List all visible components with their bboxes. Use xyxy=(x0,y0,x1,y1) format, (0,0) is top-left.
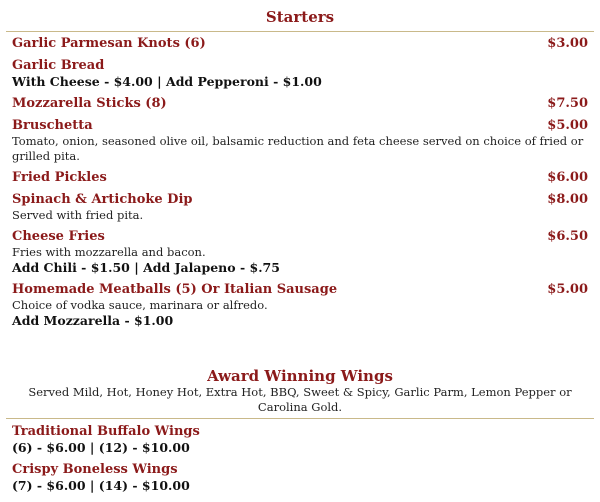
menu-item xyxy=(12,281,588,329)
item-description: Fries with mozzarella and bacon. xyxy=(12,245,206,259)
wings-title: Award Winning Wings xyxy=(207,367,393,385)
wings-subtitle: Served Mild, Hot, Honey Hot, Extra Hot, BBQ, Sweet & Spicy, Garlic Parm, Lemon Pepper or Carolina Gold. xyxy=(28,385,572,414)
wings-header xyxy=(0,367,600,419)
menu-item xyxy=(12,169,588,186)
menu-item xyxy=(12,57,588,90)
item-name: Cheese Fries xyxy=(12,229,105,244)
item-name: Bruschetta xyxy=(12,118,93,133)
item-extra: With Cheese - $4.00 | Add Pepperoni - $1.00 xyxy=(12,74,322,89)
menu-item xyxy=(12,423,588,456)
starters-list xyxy=(12,35,588,334)
item-description: Choice of vodka sauce, marinara or alfredo. xyxy=(12,298,268,312)
item-name: Mozzarella Sticks (8) xyxy=(12,96,167,111)
item-name: Garlic Parmesan Knots (6) xyxy=(12,36,206,51)
item-price: $6.00 xyxy=(547,170,588,185)
starters-title: Starters xyxy=(265,8,335,26)
item-price: $5.00 xyxy=(547,282,588,297)
item-name: Garlic Bread xyxy=(12,58,105,73)
item-extra: (7) - $6.00 | (14) - $10.00 xyxy=(12,478,190,493)
wings-divider xyxy=(6,418,594,419)
menu-item xyxy=(12,35,588,52)
item-price: $5.00 xyxy=(547,118,588,133)
menu-item xyxy=(12,191,588,223)
item-price: $7.50 xyxy=(547,96,588,111)
menu-item xyxy=(12,228,588,276)
item-price: $3.00 xyxy=(547,36,588,51)
item-name: Crispy Boneless Wings xyxy=(12,462,178,477)
item-extra: (6) - $6.00 | (12) - $10.00 xyxy=(12,440,190,455)
starters-header xyxy=(0,8,600,32)
item-description: Tomato, onion, seasoned olive oil, balsamic reduction and feta cheese served on choice of fried or grilled pita. xyxy=(12,134,584,163)
item-price: $6.50 xyxy=(547,229,588,244)
item-name: Traditional Buffalo Wings xyxy=(12,424,200,439)
item-extra: Add Chili - $1.50 | Add Jalapeno - $.75 xyxy=(12,260,280,275)
item-description: Served with fried pita. xyxy=(12,208,144,222)
item-name: Fried Pickles xyxy=(12,170,107,185)
item-extra: Add Mozzarella - $1.00 xyxy=(12,313,174,328)
item-price: $8.00 xyxy=(547,192,588,207)
item-name: Spinach & Artichoke Dip xyxy=(12,192,193,207)
menu-item xyxy=(12,461,588,494)
starters-divider xyxy=(6,31,594,32)
menu-item xyxy=(12,117,588,164)
item-name: Homemade Meatballs (5) Or Italian Sausage xyxy=(12,282,338,297)
menu-item xyxy=(12,95,588,112)
wings-list xyxy=(12,423,588,499)
